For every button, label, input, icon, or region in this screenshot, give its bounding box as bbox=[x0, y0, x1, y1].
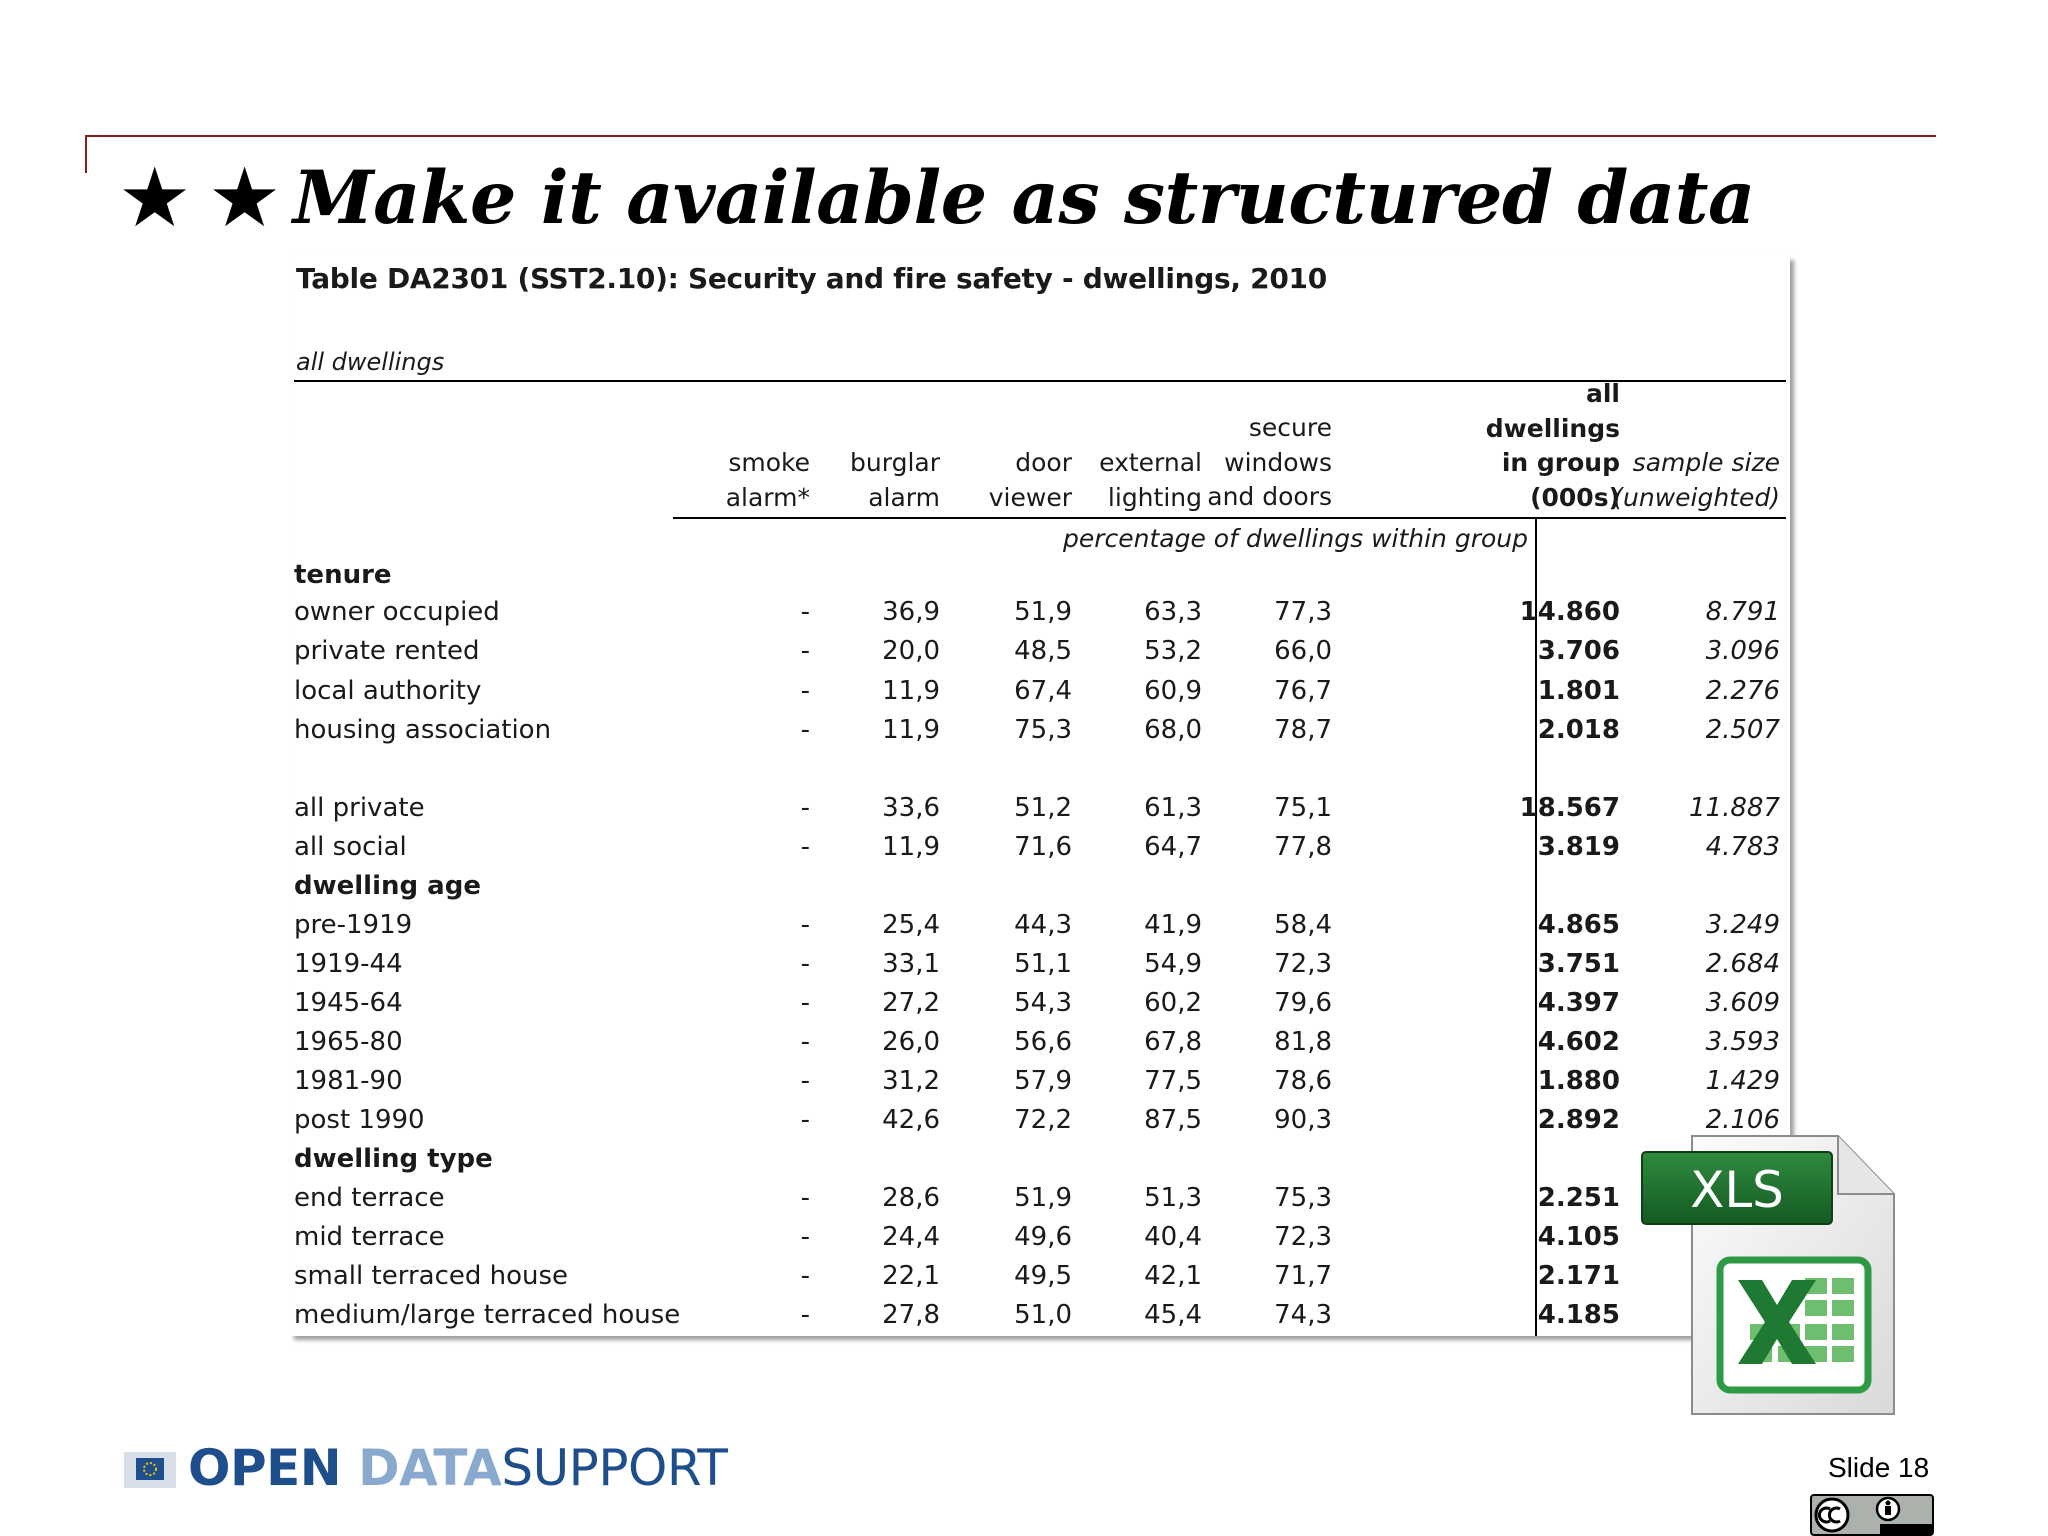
table-row bbox=[290, 906, 1780, 944]
sample-cell: 11.887 bbox=[1689, 793, 1780, 823]
table-row bbox=[290, 1218, 1780, 1256]
value-cell: 48,5 bbox=[1014, 636, 1072, 666]
total-cell: 3.706 bbox=[1537, 636, 1620, 666]
open-data-support-logo: OPEN DATASUPPORT bbox=[188, 1439, 728, 1497]
value-cell: - bbox=[800, 793, 810, 823]
sample-cell: 8.791 bbox=[1705, 597, 1780, 627]
total-cell: 4.397 bbox=[1537, 988, 1620, 1018]
value-cell: 72,3 bbox=[1274, 1222, 1332, 1252]
value-cell: 68,0 bbox=[1144, 715, 1202, 745]
total-cell: 1.801 bbox=[1537, 676, 1620, 706]
value-cell: 57,9 bbox=[1014, 1066, 1072, 1096]
table-row bbox=[290, 1101, 1780, 1139]
value-cell: 42,6 bbox=[882, 1105, 940, 1135]
total-cell: 1.880 bbox=[1537, 1066, 1620, 1096]
total-cell: 4.602 bbox=[1537, 1027, 1620, 1057]
table-row bbox=[290, 828, 1780, 866]
value-cell: 11,9 bbox=[882, 676, 940, 706]
value-cell: 60,2 bbox=[1144, 988, 1202, 1018]
section-label: tenure bbox=[294, 560, 392, 590]
table-row bbox=[290, 984, 1780, 1022]
table-row bbox=[290, 1062, 1780, 1100]
value-cell: - bbox=[800, 636, 810, 666]
sample-cell: 2.684 bbox=[1705, 949, 1780, 979]
value-cell: 75,3 bbox=[1014, 715, 1072, 745]
rating-stars: ★ ★ bbox=[122, 155, 277, 241]
sample-cell: 3.609 bbox=[1705, 988, 1780, 1018]
table-row bbox=[290, 672, 1780, 710]
value-cell: 71,7 bbox=[1274, 1261, 1332, 1291]
total-cell: 2.251 bbox=[1537, 1183, 1620, 1213]
value-cell: 49,5 bbox=[1014, 1261, 1072, 1291]
value-cell: 51,3 bbox=[1144, 1183, 1202, 1213]
section-header-row bbox=[290, 867, 1780, 905]
row-label: local authority bbox=[294, 676, 482, 706]
value-cell: - bbox=[800, 949, 810, 979]
value-cell: - bbox=[800, 1027, 810, 1057]
value-cell: 41,9 bbox=[1144, 910, 1202, 940]
total-cell: 2.892 bbox=[1537, 1105, 1620, 1135]
section-header-row bbox=[290, 556, 1780, 594]
table-row bbox=[290, 593, 1780, 631]
value-cell: 31,2 bbox=[882, 1066, 940, 1096]
sample-cell: 3.249 bbox=[1705, 910, 1780, 940]
col-header-smoke-alarm: smoke alarm* bbox=[725, 448, 810, 512]
table-title: Table DA2301 (SST2.10): Security and fire safety - dwellings, 2010 bbox=[296, 262, 1327, 295]
table-subtitle: all dwellings bbox=[296, 348, 445, 376]
value-cell: 87,5 bbox=[1144, 1105, 1202, 1135]
col-header-external-lighting: external lighting bbox=[1099, 448, 1202, 512]
value-cell: 74,3 bbox=[1274, 1300, 1332, 1330]
value-cell: 67,4 bbox=[1014, 676, 1072, 706]
value-cell: 44,3 bbox=[1014, 910, 1072, 940]
value-cell: 77,8 bbox=[1274, 832, 1332, 862]
table-row bbox=[290, 945, 1780, 983]
value-cell: 77,5 bbox=[1144, 1066, 1202, 1096]
value-cell: 36,9 bbox=[882, 597, 940, 627]
total-cell: 2.171 bbox=[1537, 1261, 1620, 1291]
row-label: all social bbox=[294, 832, 407, 862]
value-cell: 42,1 bbox=[1144, 1261, 1202, 1291]
value-cell: 51,0 bbox=[1014, 1300, 1072, 1330]
total-cell: 2.018 bbox=[1537, 715, 1620, 745]
row-label: end terrace bbox=[294, 1183, 445, 1213]
value-cell: 58,4 bbox=[1274, 910, 1332, 940]
sample-cell: 2.276 bbox=[1705, 676, 1780, 706]
value-cell: 75,1 bbox=[1274, 793, 1332, 823]
sample-cell: 3.593 bbox=[1705, 1027, 1780, 1057]
value-cell: 51,9 bbox=[1014, 1183, 1072, 1213]
row-label: 1945-64 bbox=[294, 988, 403, 1018]
value-cell: 53,2 bbox=[1144, 636, 1202, 666]
table-row bbox=[290, 1179, 1780, 1217]
value-cell: 51,2 bbox=[1014, 793, 1072, 823]
total-cell: 4.105 bbox=[1537, 1222, 1620, 1252]
value-cell: - bbox=[800, 988, 810, 1018]
percentage-note: percentage of dwellings within group bbox=[1062, 524, 1528, 553]
total-cell: 18.567 bbox=[1519, 793, 1620, 823]
total-cell: 4.185 bbox=[1537, 1300, 1620, 1330]
value-cell: 75,3 bbox=[1274, 1183, 1332, 1213]
top-rule bbox=[85, 135, 1936, 137]
xls-label: XLS bbox=[1690, 1161, 1784, 1219]
value-cell: - bbox=[800, 832, 810, 862]
top-rule-corner bbox=[85, 135, 87, 173]
sample-cell: 2.507 bbox=[1705, 715, 1780, 745]
section-label: dwelling age bbox=[294, 871, 481, 901]
value-cell: 11,9 bbox=[882, 832, 940, 862]
row-label: private rented bbox=[294, 636, 480, 666]
sample-cell: 2.106 bbox=[1705, 1105, 1780, 1135]
value-cell: - bbox=[800, 597, 810, 627]
excel-file-icon bbox=[1640, 1130, 1910, 1420]
value-cell: 27,2 bbox=[882, 988, 940, 1018]
value-cell: - bbox=[800, 1105, 810, 1135]
section-label: dwelling type bbox=[294, 1144, 493, 1174]
slide-number: Slide 18 bbox=[1828, 1452, 1930, 1483]
value-cell: 27,8 bbox=[882, 1300, 940, 1330]
col-header-door-viewer: door viewer bbox=[988, 448, 1072, 512]
value-cell: - bbox=[800, 1222, 810, 1252]
table-row bbox=[290, 711, 1780, 749]
row-label: housing association bbox=[294, 715, 552, 745]
value-cell: 24,4 bbox=[882, 1222, 940, 1252]
total-cell: 4.865 bbox=[1537, 910, 1620, 940]
total-cell: 14.860 bbox=[1519, 597, 1620, 627]
value-cell: 28,6 bbox=[882, 1183, 940, 1213]
header-bottom-rule bbox=[673, 517, 1786, 519]
table-row bbox=[290, 1023, 1780, 1061]
table-row bbox=[290, 632, 1780, 670]
value-cell: 33,6 bbox=[882, 793, 940, 823]
col-header-burglar-alarm: burglar alarm bbox=[850, 448, 940, 512]
table-row bbox=[290, 789, 1780, 827]
sample-cell: 3.096 bbox=[1705, 636, 1780, 666]
col-header-sample-size: sample size (unweighted) bbox=[1613, 448, 1780, 512]
row-label: medium/large terraced house bbox=[294, 1300, 681, 1330]
value-cell: 90,3 bbox=[1274, 1105, 1332, 1135]
table-row bbox=[290, 1257, 1780, 1295]
value-cell: 72,2 bbox=[1014, 1105, 1072, 1135]
value-cell: 79,6 bbox=[1274, 988, 1332, 1018]
value-cell: - bbox=[800, 715, 810, 745]
section-header-row bbox=[290, 1140, 1780, 1178]
value-cell: 78,6 bbox=[1274, 1066, 1332, 1096]
slide-title bbox=[122, 148, 1755, 248]
value-cell: 11,9 bbox=[882, 715, 940, 745]
eu-flag-icon bbox=[120, 1448, 180, 1494]
row-label: all private bbox=[294, 793, 425, 823]
table-row bbox=[290, 1296, 1780, 1334]
value-cell: 26,0 bbox=[882, 1027, 940, 1057]
row-label: 1981-90 bbox=[294, 1066, 403, 1096]
creative-commons-by-icon bbox=[1810, 1494, 1934, 1536]
value-cell: 49,6 bbox=[1014, 1222, 1072, 1252]
value-cell: 63,3 bbox=[1144, 597, 1202, 627]
sample-cell: 4.783 bbox=[1705, 832, 1780, 862]
row-label: post 1990 bbox=[294, 1105, 425, 1135]
col-header-all-dwellings: all dwellings in group (000s) bbox=[1485, 379, 1620, 512]
value-cell: - bbox=[800, 676, 810, 706]
total-cell: 3.819 bbox=[1537, 832, 1620, 862]
value-cell: 61,3 bbox=[1144, 793, 1202, 823]
value-cell: 56,6 bbox=[1014, 1027, 1072, 1057]
value-cell: 77,3 bbox=[1274, 597, 1332, 627]
value-cell: 67,8 bbox=[1144, 1027, 1202, 1057]
row-label: small terraced house bbox=[294, 1261, 569, 1291]
value-cell: 51,9 bbox=[1014, 597, 1072, 627]
sample-cell: 1.429 bbox=[1705, 1066, 1780, 1096]
total-cell: 3.751 bbox=[1537, 949, 1620, 979]
value-cell: 71,6 bbox=[1014, 832, 1072, 862]
value-cell: 66,0 bbox=[1274, 636, 1332, 666]
value-cell: 45,4 bbox=[1144, 1300, 1202, 1330]
row-label: 1919-44 bbox=[294, 949, 403, 979]
value-cell: - bbox=[800, 1300, 810, 1330]
value-cell: 54,3 bbox=[1014, 988, 1072, 1018]
value-cell: 33,1 bbox=[882, 949, 940, 979]
row-label: mid terrace bbox=[294, 1222, 445, 1252]
value-cell: - bbox=[800, 1261, 810, 1291]
value-cell: - bbox=[800, 1183, 810, 1213]
slide-title-text: Make it available as structured data bbox=[292, 155, 1755, 241]
value-cell: 78,7 bbox=[1274, 715, 1332, 745]
value-cell: 25,4 bbox=[882, 910, 940, 940]
value-cell: - bbox=[800, 1066, 810, 1096]
row-label: owner occupied bbox=[294, 597, 500, 627]
value-cell: 40,4 bbox=[1144, 1222, 1202, 1252]
value-cell: 64,7 bbox=[1144, 832, 1202, 862]
row-label: 1965-80 bbox=[294, 1027, 403, 1057]
value-cell: 22,1 bbox=[882, 1261, 940, 1291]
col-header-secure-windows: secure windows and doors bbox=[1207, 413, 1332, 511]
row-label: pre-1919 bbox=[294, 910, 413, 940]
value-cell: 72,3 bbox=[1274, 949, 1332, 979]
table-screenshot bbox=[290, 256, 1790, 1336]
value-cell: 81,8 bbox=[1274, 1027, 1332, 1057]
value-cell: 76,7 bbox=[1274, 676, 1332, 706]
value-cell: 60,9 bbox=[1144, 676, 1202, 706]
value-cell: - bbox=[800, 910, 810, 940]
value-cell: 54,9 bbox=[1144, 949, 1202, 979]
value-cell: 51,1 bbox=[1014, 949, 1072, 979]
value-cell: 20,0 bbox=[882, 636, 940, 666]
